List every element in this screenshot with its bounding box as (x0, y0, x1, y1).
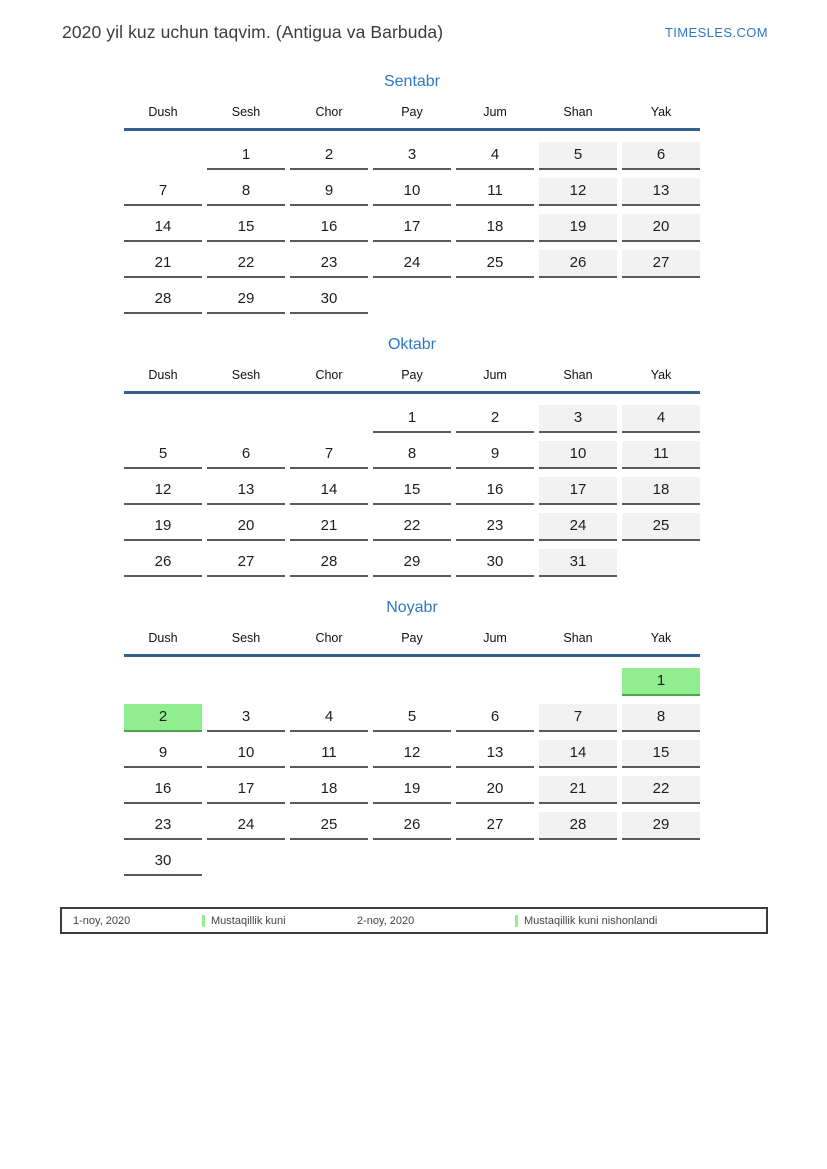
day-cell: 21 (124, 250, 202, 278)
day-cell: 30 (124, 848, 202, 876)
weekday-label: Sesh (231, 368, 261, 382)
weekday-header-row (124, 631, 700, 657)
day-cell: 9 (456, 441, 534, 469)
legend-entry (202, 915, 286, 927)
day-cell: 24 (539, 513, 617, 541)
day-cell: 4 (456, 142, 534, 170)
weekday-label: Yak (650, 105, 672, 119)
day-cell: 14 (539, 740, 617, 768)
day-cell: 7 (290, 441, 368, 469)
day-cell: 1 (373, 405, 451, 433)
day-cell: 22 (207, 250, 285, 278)
day-cell: 20 (456, 776, 534, 804)
day-cell: 12 (124, 477, 202, 505)
holiday-swatch-icon (515, 915, 518, 927)
day-cell: 10 (373, 178, 451, 206)
day-cell: 27 (456, 812, 534, 840)
day-cell: 5 (124, 441, 202, 469)
day-cell: 26 (539, 250, 617, 278)
day-cell: 29 (373, 549, 451, 577)
legend-date: 1-noy, 2020 (73, 914, 131, 927)
day-cell: 8 (622, 704, 700, 732)
day-cell: 23 (456, 513, 534, 541)
day-cell-empty (290, 848, 368, 876)
day-cell: 17 (539, 477, 617, 505)
day-cell: 23 (290, 250, 368, 278)
day-cell-empty (456, 848, 534, 876)
day-cell: 7 (539, 704, 617, 732)
day-cell: 11 (456, 178, 534, 206)
day-cell: 10 (207, 740, 285, 768)
day-cell-empty (124, 668, 202, 696)
day-cell: 8 (373, 441, 451, 469)
weekday-label: Pay (401, 368, 423, 382)
day-cell: 1 (622, 668, 700, 696)
legend-entry (515, 915, 657, 927)
weekday-label: Yak (650, 368, 672, 382)
weekday-label: Chor (315, 631, 343, 645)
day-cell: 17 (373, 214, 451, 242)
day-cell: 26 (124, 549, 202, 577)
day-cell: 21 (290, 513, 368, 541)
day-cell: 24 (207, 812, 285, 840)
day-cell: 19 (539, 214, 617, 242)
day-cell: 4 (290, 704, 368, 732)
days-grid (124, 142, 700, 314)
days-grid (124, 405, 700, 577)
weekday-label: Chor (315, 105, 343, 119)
day-cell-empty (539, 668, 617, 696)
day-cell: 13 (622, 178, 700, 206)
weekday-label: Yak (650, 631, 672, 645)
legend-label: Mustaqillik kuni nishonlandi (524, 914, 658, 927)
day-cell: 1 (207, 142, 285, 170)
days-grid (124, 668, 700, 876)
day-cell: 10 (539, 441, 617, 469)
day-cell: 7 (124, 178, 202, 206)
day-cell: 22 (373, 513, 451, 541)
day-cell: 2 (456, 405, 534, 433)
weekday-label: Jum (483, 368, 507, 382)
day-cell: 22 (622, 776, 700, 804)
day-cell: 5 (373, 704, 451, 732)
day-cell: 2 (124, 704, 202, 732)
day-cell-empty (456, 668, 534, 696)
day-cell: 19 (124, 513, 202, 541)
day-cell: 15 (622, 740, 700, 768)
day-cell-empty (124, 142, 202, 170)
day-cell-empty (373, 286, 451, 314)
day-cell: 20 (207, 513, 285, 541)
month-title: Noyabr (386, 599, 438, 616)
day-cell: 16 (290, 214, 368, 242)
weekday-label: Dush (148, 368, 178, 382)
day-cell-empty (207, 405, 285, 433)
month-title: Sentabr (383, 73, 441, 90)
day-cell-empty (207, 848, 285, 876)
day-cell: 27 (622, 250, 700, 278)
day-cell: 3 (539, 405, 617, 433)
day-cell: 18 (290, 776, 368, 804)
day-cell: 28 (124, 286, 202, 314)
day-cell: 5 (539, 142, 617, 170)
day-cell: 13 (207, 477, 285, 505)
day-cell: 17 (207, 776, 285, 804)
day-cell: 11 (622, 441, 700, 469)
day-cell: 15 (373, 477, 451, 505)
day-cell-empty (539, 848, 617, 876)
day-cell: 18 (622, 477, 700, 505)
day-cell: 4 (622, 405, 700, 433)
day-cell: 15 (207, 214, 285, 242)
day-cell: 31 (539, 549, 617, 577)
page-header (0, 0, 827, 43)
day-cell: 3 (373, 142, 451, 170)
day-cell: 6 (456, 704, 534, 732)
brand-link[interactable]: TIMESLES.COM (664, 25, 768, 40)
day-cell: 9 (290, 178, 368, 206)
day-cell: 9 (124, 740, 202, 768)
day-cell: 6 (207, 441, 285, 469)
weekday-label: Sesh (231, 631, 261, 645)
day-cell-empty (207, 668, 285, 696)
day-cell: 23 (124, 812, 202, 840)
day-cell: 12 (539, 178, 617, 206)
day-cell-empty (290, 668, 368, 696)
weekday-label: Chor (315, 368, 343, 382)
page-title: 2020 yil kuz uchun taqvim. (Antigua va Barbuda) (62, 22, 444, 42)
day-cell: 24 (373, 250, 451, 278)
day-cell: 26 (373, 812, 451, 840)
month-title: Oktabr (387, 336, 436, 353)
weekday-label: Shan (563, 105, 593, 119)
day-cell: 27 (207, 549, 285, 577)
day-cell: 12 (373, 740, 451, 768)
legend-date: 2-noy, 2020 (357, 914, 415, 927)
legend-box (60, 907, 768, 934)
day-cell-empty (373, 848, 451, 876)
day-cell: 2 (290, 142, 368, 170)
day-cell: 13 (456, 740, 534, 768)
day-cell-empty (622, 286, 700, 314)
day-cell-empty (373, 668, 451, 696)
day-cell: 29 (622, 812, 700, 840)
legend-label: Mustaqillik kuni (211, 914, 286, 927)
day-cell: 14 (290, 477, 368, 505)
weekday-label: Shan (563, 631, 593, 645)
day-cell: 14 (124, 214, 202, 242)
day-cell: 30 (290, 286, 368, 314)
holiday-swatch-icon (202, 915, 205, 927)
month-section (124, 336, 700, 577)
day-cell: 19 (373, 776, 451, 804)
weekday-label: Pay (401, 631, 423, 645)
day-cell: 25 (456, 250, 534, 278)
day-cell: 16 (124, 776, 202, 804)
weekday-label: Dush (148, 631, 178, 645)
day-cell: 8 (207, 178, 285, 206)
day-cell: 3 (207, 704, 285, 732)
month-section (124, 599, 700, 876)
day-cell-empty (456, 286, 534, 314)
day-cell-empty (622, 549, 700, 577)
day-cell: 18 (456, 214, 534, 242)
day-cell: 29 (207, 286, 285, 314)
day-cell: 6 (622, 142, 700, 170)
weekday-label: Shan (563, 368, 593, 382)
day-cell: 25 (622, 513, 700, 541)
day-cell-empty (539, 286, 617, 314)
day-cell-empty (622, 848, 700, 876)
day-cell: 30 (456, 549, 534, 577)
weekday-label: Sesh (231, 105, 261, 119)
weekday-label: Jum (483, 105, 507, 119)
calendar-container (124, 73, 700, 876)
day-cell: 28 (539, 812, 617, 840)
day-cell: 11 (290, 740, 368, 768)
day-cell: 20 (622, 214, 700, 242)
weekday-header-row (124, 368, 700, 394)
day-cell-empty (290, 405, 368, 433)
weekday-label: Dush (148, 105, 178, 119)
weekday-label: Pay (401, 105, 423, 119)
day-cell: 28 (290, 549, 368, 577)
month-section (124, 73, 700, 314)
weekday-label: Jum (483, 631, 507, 645)
weekday-header-row (124, 105, 700, 131)
day-cell: 25 (290, 812, 368, 840)
day-cell-empty (124, 405, 202, 433)
day-cell: 16 (456, 477, 534, 505)
day-cell: 21 (539, 776, 617, 804)
